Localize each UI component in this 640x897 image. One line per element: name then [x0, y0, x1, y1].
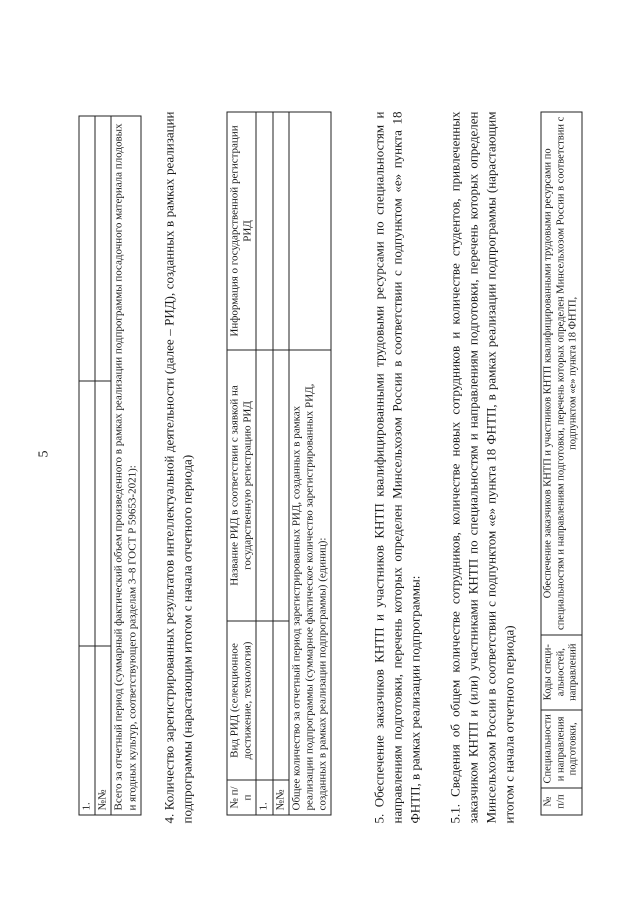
col-header-provision: Обеспечение заказчиков КНТП и участников КНТП квалифицированными трудовыми ресурсами по специальностям и направлениям подготовки, перечень которых определен Минсельхозом России в соответствии с подпунктом «е» пункта 18 ФНТП, [541, 112, 582, 635]
table-cell [256, 350, 272, 621]
total-cell: Общее количество за отчетный период зарегистрированных РИД, созданных в рамках реализации подпрограммы (суммарное фактическое количество зарегистрированных РИД, созданных в рамках реализации подпрограммы) (единиц): [288, 350, 331, 815]
table-cell [272, 350, 288, 621]
col-header-kind: Вид РИД (селекционное достижение, технология) [227, 621, 256, 780]
table-cell [256, 112, 272, 350]
col-header-name: Название РИД в соответствии с заявкой на государственную регистрацию РИД [227, 350, 256, 621]
table-cell [272, 621, 288, 780]
row-number: 1. [256, 780, 272, 815]
col-header-specialties: Специальности и направления подготовки, [541, 709, 582, 787]
section-5-heading: 5. Обеспечение заказчиков КНТП и участников КНТП квалифицированными трудовыми ресурсами по специальностям и направлениям подготовки, перечень которых определен Минсельхозом России в соответствии с подпунктом «е» пункта 18 ФНТП, в рамках реализации подпрограммы: [371, 111, 422, 823]
row-number: 1. [79, 646, 95, 815]
table-cell [79, 116, 95, 381]
col-header-num: № п/п [541, 788, 582, 815]
page-number: 5 [36, 450, 51, 457]
table-header-row [227, 112, 256, 815]
table-header-row [541, 112, 582, 815]
row-number: №№ [272, 780, 288, 815]
col-header-codes: Коды специ-альностей, направлений [541, 634, 582, 709]
col-header-num: № п/п [227, 780, 256, 815]
table-cell [288, 112, 331, 350]
top-continuation-table [78, 115, 141, 815]
table-row [95, 116, 111, 815]
table-row [288, 112, 331, 815]
section-4-heading: 4. Количество зарегистрированных результатов интеллектуальной деятельности (далее – РИД), созданных в рамках реализации подпрограммы (нарастающим итогом с начала отчетного периода) [161, 111, 194, 823]
table-row [79, 116, 95, 815]
table-cell [79, 381, 95, 646]
col-header-info: Информация о государственной регистрации РИД [227, 112, 256, 350]
table-cell [256, 621, 272, 780]
specialties-table [540, 111, 582, 815]
row-number: №№ [95, 646, 111, 815]
summary-cell: Всего за отчетный период (суммарный фактический объем произведенного в рамках реализации подпрограммы посадочного материала плодовых и ягодных культур, соответствующего разделам 3–8 ГОСТ Р 59653-2021): [111, 116, 140, 815]
table-cell [95, 116, 111, 381]
rid-table [226, 111, 331, 815]
table-cell [95, 381, 111, 646]
table-row [256, 112, 272, 815]
table-cell [272, 112, 288, 350]
table-row [111, 116, 140, 815]
section-5-1-heading: 5.1. Сведения об общем количестве сотрудников, количестве новых сотрудников и количестве студентов, привлеченных заказчиком КНТП и (или) участниками КНТП по специальностям и направлениям подготовки, перечень которых определен Минсельхозом России в соответствии с подпунктом «е» пункта 18 ФНТП, в рамках реализации подпрограммы (нарастающим итогом с начала отчетного периода) [447, 111, 516, 823]
table-row [272, 112, 288, 815]
